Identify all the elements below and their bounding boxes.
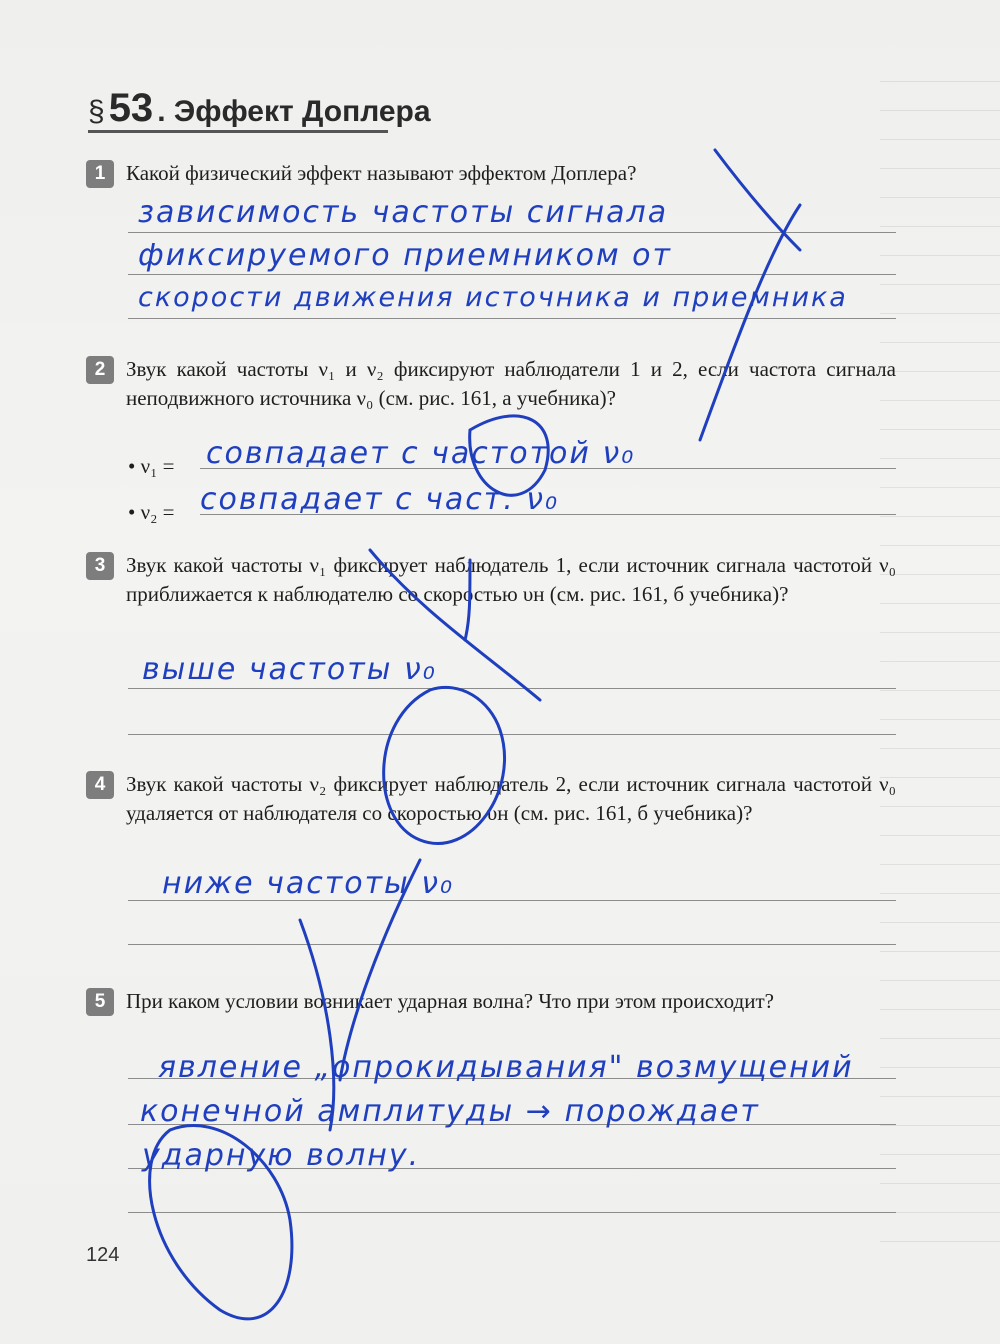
handwritten-answer-5-line-3: ударную волну. bbox=[142, 1138, 421, 1173]
section-number: 53 bbox=[108, 86, 154, 130]
handwritten-answer-nu1: совпадает с частотой ν₀ bbox=[206, 436, 636, 471]
handwritten-answer-5-line-2: конечной амплитуды → порождает bbox=[140, 1094, 760, 1129]
handwritten-answer-nu2: совпадает с част. ν₀ bbox=[200, 482, 560, 517]
question-2-text: Звук какой частоты ν₁ и ν₂ фиксируют наблюдатели 1 и 2, если частота сигнала неподвижного источника ν₀ (см. рис. 161, а учебника)? bbox=[126, 357, 896, 410]
handwritten-answer-1-line-3: скорости движения источника и приемника bbox=[138, 282, 848, 313]
heading-underline bbox=[88, 130, 388, 133]
answer-line bbox=[128, 734, 896, 735]
bullet-nu2-label: • ν₂ = bbox=[128, 500, 175, 524]
bullet-nu1-label: • ν₁ = bbox=[128, 454, 175, 478]
answer-line bbox=[128, 232, 896, 233]
show-through-background bbox=[880, 70, 1000, 1270]
question-number-badge: 3 bbox=[86, 552, 114, 580]
section-heading bbox=[88, 86, 431, 131]
answer-line bbox=[128, 688, 896, 689]
question-number-badge: 1 bbox=[86, 160, 114, 188]
question-number-badge: 5 bbox=[86, 988, 114, 1016]
question-1-text: Какой физический эффект называют эффектом Доплера? bbox=[126, 161, 637, 185]
handwritten-answer-3: выше частоты ν₀ bbox=[142, 652, 437, 687]
section-sign: § bbox=[88, 95, 105, 128]
handwritten-answer-1-line-2: фиксируемого приемником от bbox=[138, 238, 672, 273]
answer-line bbox=[128, 944, 896, 945]
section-title: . Эффект Доплера bbox=[157, 95, 431, 128]
answer-line bbox=[128, 1212, 896, 1213]
question-4-text: Звук какой частоты ν₂ фиксирует наблюдатель 2, если источник сигнала частотой ν₀ удаляется от наблюдателя со скоростью υн (см. рис. 161, б учебника)? bbox=[126, 772, 896, 825]
handwritten-answer-4: ниже частоты ν₀ bbox=[162, 866, 455, 901]
question-5-text: При каком условии возникает ударная волна? Что при этом происходит? bbox=[126, 989, 774, 1013]
question-number-badge: 2 bbox=[86, 356, 114, 384]
question-number-badge: 4 bbox=[86, 771, 114, 799]
handwritten-answer-5-line-1: явление „опрокидывания" возмущений bbox=[158, 1050, 854, 1085]
answer-line bbox=[128, 274, 896, 275]
question-3-text: Звук какой частоты ν₁ фиксирует наблюдатель 1, если источник сигнала частотой ν₀ приближается к наблюдателю со скоростью υн (см. рис. 161, б учебника)? bbox=[126, 553, 896, 606]
handwritten-answer-1-line-1: зависимость частоты сигнала bbox=[138, 195, 669, 230]
page-number: 124 bbox=[86, 1244, 120, 1266]
answer-line bbox=[128, 318, 896, 319]
